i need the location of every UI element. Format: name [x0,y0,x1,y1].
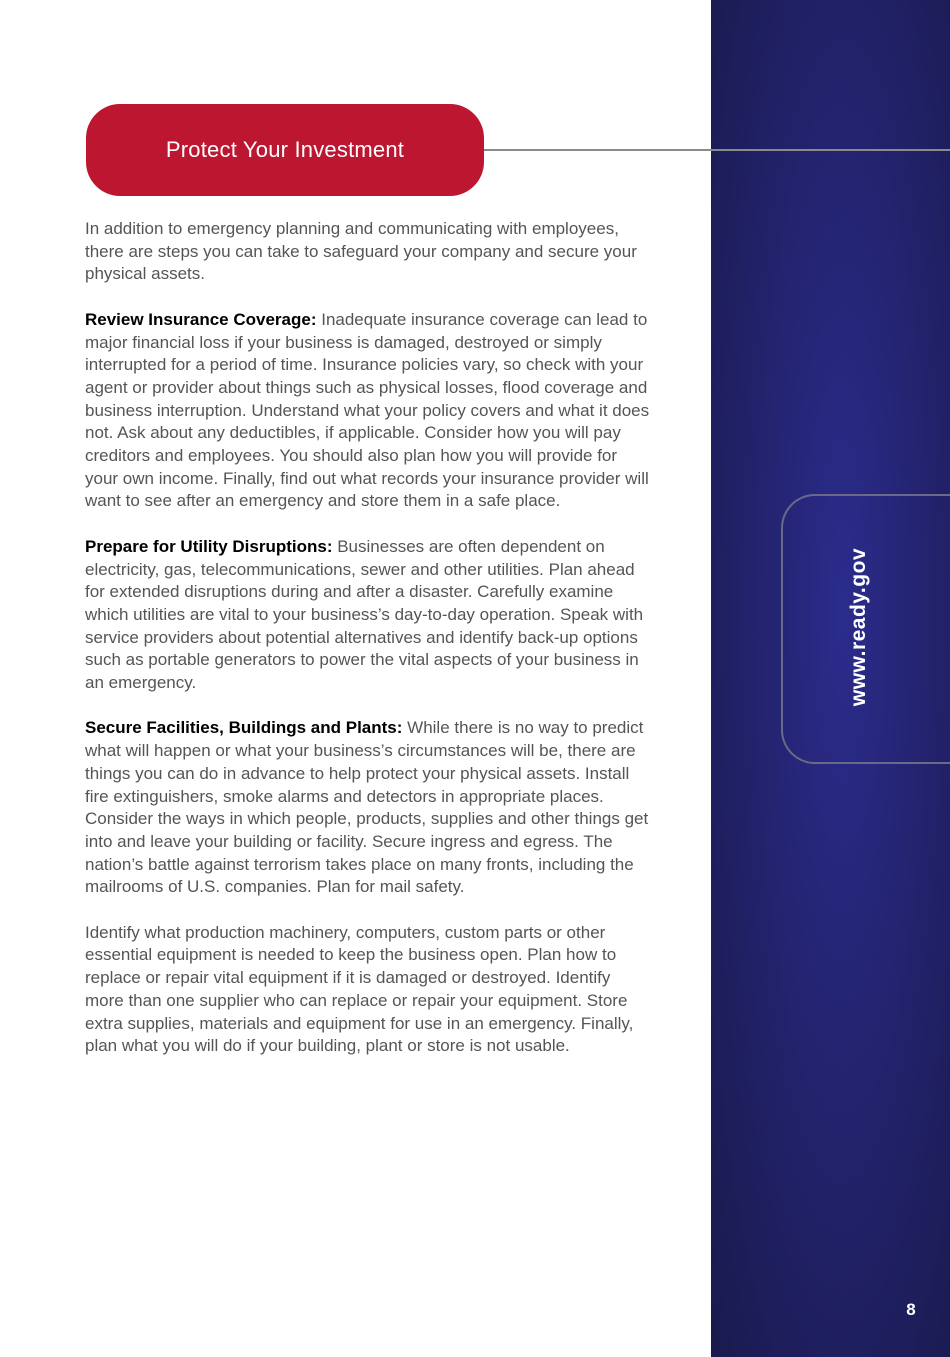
section-facilities [85,717,651,899]
header-rule-line [484,149,950,151]
closing-paragraph: Identify what production machinery, computers, custom parts or other essential equipment is needed to keep the business open. Plan how to replace or repair vital equipment if it is damaged or destroyed. Identify more than one supplier who can replace or repair your equipment. Store extra supplies, materials and equipment for use in an emergency. Finally, plan what you will do if your building, plant or store is not usable. [85,922,634,1056]
section-body: Inadequate insurance coverage can lead to major financial loss if your business is damaged, destroyed or simply interrupted for a period of time. Insurance policies vary, so check with your agent or provider about things such as physical losses, flood coverage and business interruption. Understand what your policy covers and what it does not. Ask about any deductibles, if applicable. Consider how you will pay creditors and employees. You should also plan how you will provide for your own income. Finally, find out what records your insurance provider will want to see after an emergency and store them in a safe place. [85,309,650,511]
section-body: Businesses are often dependent on electricity, gas, telecommunications, sewer and other utilities. Plan ahead for extended disruptions during and after a disaster. Carefully examine which utilities are vital to your business’s day-to-day operation. Speak with service providers about potential alternatives and identify back-up options such as portable generators to power the vital aspects of your business in an emergency. [85,536,644,693]
intro-paragraph: In addition to emergency planning and communicating with employees, there are steps you can take to safeguard your company and secure your physical assets. [85,219,637,284]
section-title-tab [86,104,484,196]
body-content [85,218,651,1081]
section-heading: Prepare for Utility Disruptions: [85,536,333,556]
page-number: 8 [906,1300,916,1319]
section-heading: Secure Facilities, Buildings and Plants: [85,718,403,738]
section-body: While there is no way to predict what will happen or what your business’s circumstances will be, there are things you can do in advance to help protect your physical assets. Install fire extinguishers, smoke alarms and detectors in appropriate places. Consider the ways in which people, products, supplies and other things get into and leave your building or facility. Secure ingress and egress. The nation’s battle against terrorism takes place on many fronts, including the mailrooms of U.S. companies. Plan for mail safety. [85,718,649,897]
section-insurance [85,309,651,513]
section-utilities [85,536,651,695]
website-url[interactable]: www.ready.gov [847,547,870,707]
page-title: Protect Your Investment [165,137,405,162]
section-heading: Review Insurance Coverage: [85,309,317,329]
